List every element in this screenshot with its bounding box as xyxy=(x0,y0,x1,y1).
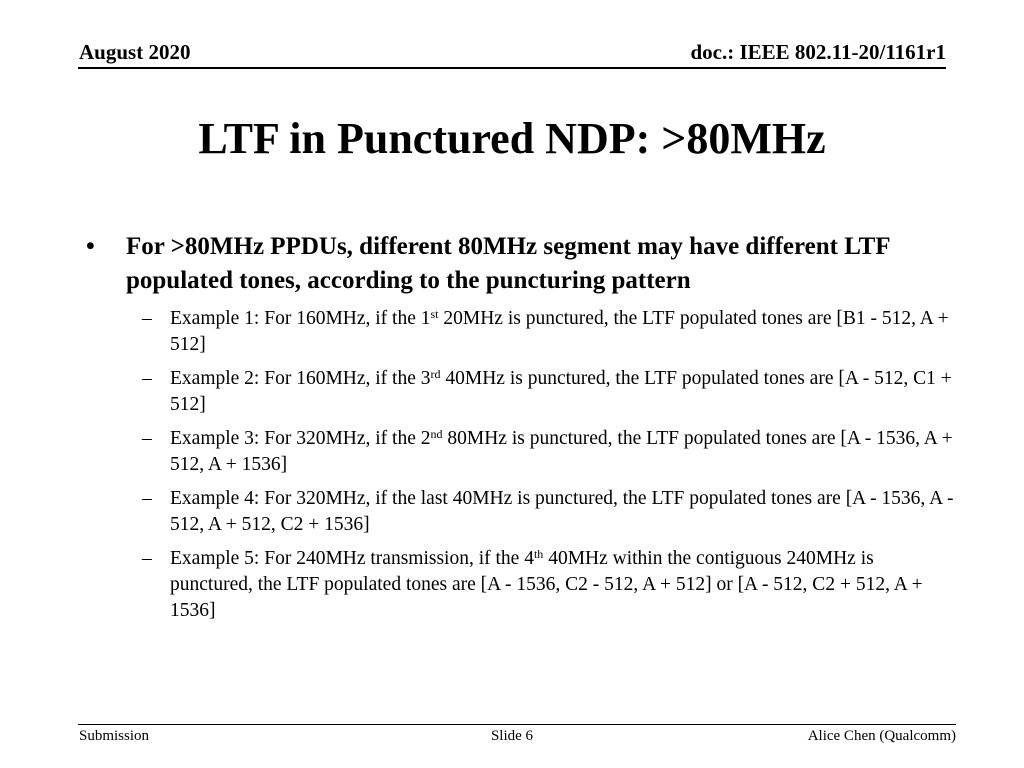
footer-slide-number: Slide 6 xyxy=(490,728,534,744)
bullet-marker: • xyxy=(86,233,95,260)
example-5: – Example 5: For 240MHz transmission, if the 4th 40MHz within the contiguous 240MHz is punctured, the LTF populated tones are [A - 1536, C2 - 512, A + 512] or [A - 512, C2 + 512, A + 1536] xyxy=(142,547,923,621)
header-doc-id: doc.: IEEE 802.11-20/1161r1 xyxy=(690,40,946,64)
header-date: August 2020 xyxy=(79,40,191,64)
example-3: – Example 3: For 320MHz, if the 2nd 80MHz is punctured, the LTF populated tones are [A - 1536, A + 512, A + 1536] xyxy=(142,427,953,475)
dash-marker: – xyxy=(142,308,152,329)
main-bullet xyxy=(86,230,956,298)
dash-marker: – xyxy=(142,488,152,509)
slide-title: LTF in Punctured NDP: >80MHz xyxy=(198,114,826,163)
slide-body xyxy=(86,230,956,624)
main-bullet-text: For >80MHz PPDUs, different 80MHz segment may have different LTF populated tones, according to the puncturing pattern xyxy=(126,233,890,294)
header-divider xyxy=(78,67,946,69)
footer-submission: Submission xyxy=(79,728,150,744)
footer-author: Alice Chen (Qualcomm) xyxy=(807,728,956,744)
dash-marker: – xyxy=(142,548,152,569)
dash-marker: – xyxy=(142,368,152,389)
example-2: – Example 2: For 160MHz, if the 3rd 40MHz is punctured, the LTF populated tones are [A - 512, C1 + 512] xyxy=(142,367,952,415)
dash-marker: – xyxy=(142,428,152,449)
example-1: – Example 1: For 160MHz, if the 1st 20MHz is punctured, the LTF populated tones are [B1 - 512, A + 512] xyxy=(142,307,949,355)
footer-divider xyxy=(78,724,956,725)
example-4: – Example 4: For 320MHz, if the last 40MHz is punctured, the LTF populated tones are [A - 1536, A - 512, A + 512, C2 + 1536] xyxy=(142,488,954,535)
